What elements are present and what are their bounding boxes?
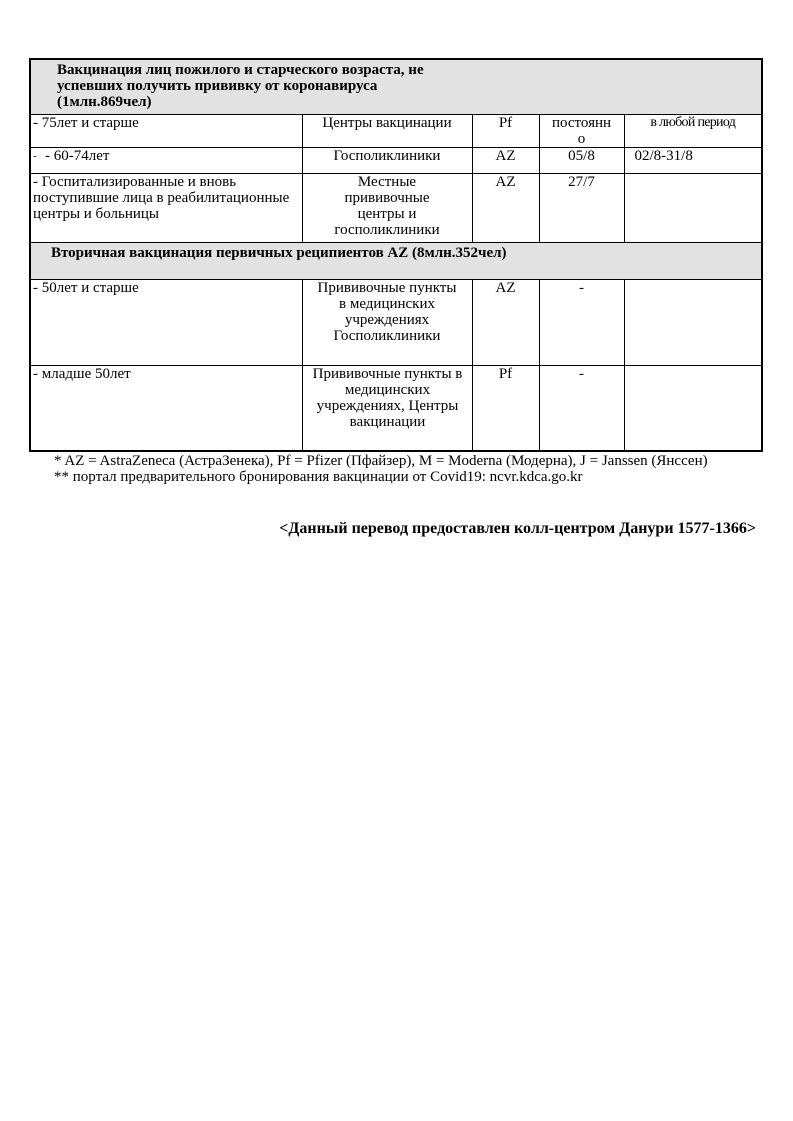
place-cell: Госполиклиники bbox=[302, 147, 472, 173]
group-cell: - 50лет и старше bbox=[30, 279, 302, 365]
group-text: - 60-74лет bbox=[45, 147, 110, 164]
group-cell: - 75лет и старше bbox=[30, 114, 302, 147]
footnote-vaccine-abbreviations: * AZ = AstraZeneca (АстраЗенека), Pf = Pfizer (Пфайзер), M = Moderna (Модерна), J = Janssen (Янссен) bbox=[54, 453, 708, 469]
table-row bbox=[30, 365, 762, 451]
table-row bbox=[30, 147, 762, 173]
period-cell bbox=[624, 173, 762, 242]
start-date-cell: - bbox=[539, 279, 624, 365]
section-header-row bbox=[30, 242, 762, 279]
place-cell: Центры вакцинации bbox=[302, 114, 472, 147]
place-text: Прививочные пункты в медицинских учреждениях, Центры вакцинации bbox=[312, 365, 463, 430]
translation-credit: <Данный перевод предоставлен колл-центром Данури 1577-1366> bbox=[279, 520, 756, 537]
group-cell: - младше 50лет bbox=[30, 365, 302, 451]
place-cell bbox=[302, 279, 472, 365]
period-cell: в любой период bbox=[624, 114, 762, 147]
start-date-cell: - bbox=[539, 365, 624, 451]
vaccine-cell: AZ bbox=[472, 173, 539, 242]
section-header-row bbox=[30, 59, 762, 114]
vaccine-cell: Pf bbox=[472, 365, 539, 451]
vaccination-schedule-table bbox=[29, 58, 763, 452]
place-cell bbox=[302, 173, 472, 242]
table-row bbox=[30, 114, 762, 147]
vaccine-cell: AZ bbox=[472, 279, 539, 365]
footnotes bbox=[54, 453, 754, 485]
place-text: Прививочные пункты в медицинских учреждениях Госполиклиники bbox=[317, 279, 457, 344]
place-text: Местные прививочные центры и госполиклиники bbox=[334, 173, 440, 238]
place-cell bbox=[302, 365, 472, 451]
footnote-booking-portal: ** портал предварительного бронирования вакцинации от Covid19: ncvr.kdca.go.kr bbox=[54, 469, 583, 485]
period-cell bbox=[624, 365, 762, 451]
period-cell: 02/8-31/8 bbox=[624, 147, 762, 173]
start-date-cell: 05/8 bbox=[539, 147, 624, 173]
section-2-title: Вторичная вакцинация первичных реципиентов AZ (8млн.352чел) bbox=[30, 242, 762, 279]
start-date-text: постоянно bbox=[551, 114, 612, 147]
group-cell: - Госпитализированные и вновь поступившие лица в реабилитационные центры и больницы bbox=[30, 173, 302, 242]
vaccine-cell: AZ bbox=[472, 147, 539, 173]
vaccine-cell: Pf bbox=[472, 114, 539, 147]
period-cell bbox=[624, 279, 762, 365]
table-row bbox=[30, 279, 762, 365]
list-bullet: - bbox=[33, 149, 37, 162]
table-row bbox=[30, 173, 762, 242]
section-1-title: Вакцинация лиц пожилого и старческого возраста, не успевших получить прививку от коронавируса (1млн.869чел) bbox=[30, 59, 762, 114]
start-date-cell: 27/7 bbox=[539, 173, 624, 242]
group-cell bbox=[30, 147, 302, 173]
start-date-cell bbox=[539, 114, 624, 147]
